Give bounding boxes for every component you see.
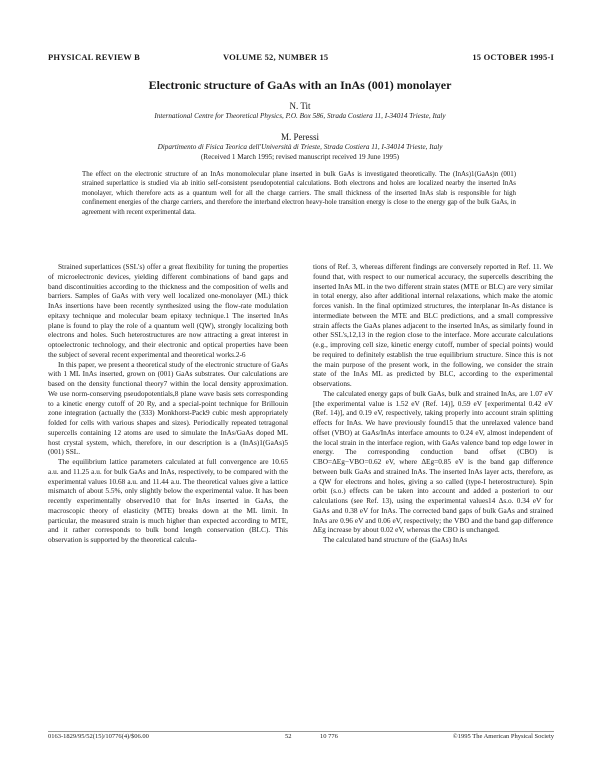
author-affiliation: International Centre for Theoretical Physics, P.O. Box 586, Strada Costiera 11, I-34014 Trieste, Italy — [154, 112, 446, 120]
paragraph: In this paper, we present a theoretical study of the electronic structure of GaAs with 1 ML InAs inserted, grown on (001) GaAs substrates. Our calculations are based on the density functional theory7 within the local density approximation. We use norm-conserving pseudopotentials,8 plane wave basis sets corresponding to a kinetic energy cutoff of 20 Ry, and a special-point technique for Brillouin zone integration (actually the (333) Monkhorst-Pack9 cubic mesh appropriately folded for cells with various shapes and sizes). Periodically repeated tetragonal supercells containing 12 atoms are used to simulate the InAs/GaAs doped ML host crystal system, which, therefore, in our description is a (InAs)1(GaAs)5 (001) SSL. — [48, 359, 288, 457]
journal-name: PHYSICAL REVIEW B — [48, 52, 141, 62]
body-column-right — [313, 262, 553, 545]
running-head — [48, 52, 554, 62]
copyright-notice: ©1995 The American Physical Society — [452, 733, 554, 740]
author-name: M. Peressi — [281, 132, 319, 142]
paragraph: The equilibrium lattice parameters calculated at full convergence are 10.65 a.u. and 11.25 a.u. for bulk GaAs and InAs, respectively, to be compared with the experimental values 10.68 a.u. and 11.44 a.u. The theoretical values give a lattice mismatch of about 5.5%, only slightly below the experimental value. It has been recently experimentally observed10 that for InAs inserted in GaAs, the macroscopic theory of elasticity (MTE) breaks down at the ML limit. In particular, the measured strain is much higher than expected according to MTE, and it rather corresponds to bulk bond length conservation (BLC). This observation is supported by the theoretical calcula- — [48, 457, 288, 544]
paragraph: The calculated energy gaps of bulk GaAs, bulk and strained InAs, are 1.07 eV [the experimental value is 1.52 eV (Ref. 14)], 0.59 eV [experimental 0.42 eV (Ref. 14)], and 0.19 eV, respectively, taking properly into account strain splitting effects for InAs. We have previously found15 that the unrelaxed valence band offset (VBO) at GaAs/InAs interface amounts to 0.24 eV, almost independent of the local strain in the interface region, with GaAs valence band top edge lower in energy. The corresponding conduction band offset (CBO) is CBO=ΔEg−VBO=0.62 eV, where ΔEg=0.85 eV is the band gap difference between bulk GaAs and strained InAs. The inserted InAs layer acts, therefore, as a QW for electrons and holes, giving a so called (type-I heterostructure). Spin orbit (s.o.) effects can be taken into account and added a posteriori to our calculations (see Ref. 13), using the experimental values14 Δs.o. 0.34 eV for GaAs and 0.38 eV for InAs. The corrected band gaps of bulk GaAs and strained InAs are 0.96 eV and 0.06 eV, respectively; the VBO and the band gap difference ΔEg increase by about 0.02 eV, whereas the CBO is unchanged. — [313, 388, 553, 535]
author-affiliation: Dipartimento di Fisica Teorica dell'Università di Trieste, Strada Costiera 11, I-34014 Trieste, Italy — [157, 143, 443, 151]
received-dates: (Received 1 March 1995; revised manuscript received 19 June 1995) — [200, 153, 400, 161]
page-footer — [48, 733, 554, 743]
body-column-left — [48, 262, 288, 545]
article-code: 0163-1829/95/52(15)/10776(4)/$06.00 — [48, 733, 149, 740]
paragraph: The calculated band structure of the (GaAs) InAs — [323, 535, 468, 544]
issue-date: 15 OCTOBER 1995-I — [472, 52, 554, 62]
footer-divider — [48, 731, 554, 732]
paragraph: tions of Ref. 3, whereas different findings are conversely reported in Ref. 11. We found that, with respect to our numerical accuracy, the supercells describing the inserted InAs ML in the two different strain states (MTE or BLC) are very similar in total energy, also after additional internal relaxations, which make the atomic forces vanish. In the final optimized structures, the interplanar In-As distance is intermediate between the MTE and BLC predictions, and a small compressive strain affects the GaAs planes adjacent to the inserted InAs, as similarly found in other SSL's,12,13 in the region close to the interface. More accurate calculations (e.g., improving cell size, kinetic energy cutoff, number of special points) would be required to definitely establish the true equilibrium structure. Since this is not the main purpose of the present work, in the following, we consider the strain state of the InAs ML as predicted by BLC, according to the experimental observations. — [313, 262, 553, 388]
abstract: The effect on the electronic structure of an InAs monomolecular plane inserted in bulk GaAs is investigated theoretically. The (InAs)1(GaAs)n (001) strained superlattice is studied via ab initio self-consistent pseudopotential calculations. Both electrons and holes are localized nearby the inserted InAs monolayer, which therefore acts as a quantum well for all the charge carriers. The small thickness of the inserted InAs slab is responsible for high confinement energies of the charge carriers, and therefore the interband electron heavy-hole transition energy is close to the energy gap of the bulk GaAs, in agreement with recent experimental data. — [82, 171, 516, 216]
volume-number: VOLUME 52, NUMBER 15 — [223, 52, 329, 62]
paper-title: Electronic structure of GaAs with an InAs (001) monolayer — [148, 78, 452, 92]
page-number: 10 776 — [320, 733, 338, 740]
paragraph: Strained superlattices (SSL's) offer a great flexibility for tuning the properties of microelectronic devices, yielding different combinations of band gaps and band discontinuities according to the thickness and the composition of wells and barriers. Samples of GaAs with very well localized one-monolayer (ML) thick InAs insertions have been recently synthesized using the flow-rate modulation epitaxy technique and molecular beam epitaxy technique.1 The inserted InAs plane is found to play the role of a quantum well (QW), strongly localizing both electrons and holes. Such heterostructures are now attracting a great interest in optoelectronic technology, and their electronic and optical properties have been the subject of several recent experimental and theoretical works.2-6 — [48, 262, 288, 359]
footer-volume: 52 — [285, 733, 292, 740]
author-name: N. Tit — [289, 101, 311, 111]
